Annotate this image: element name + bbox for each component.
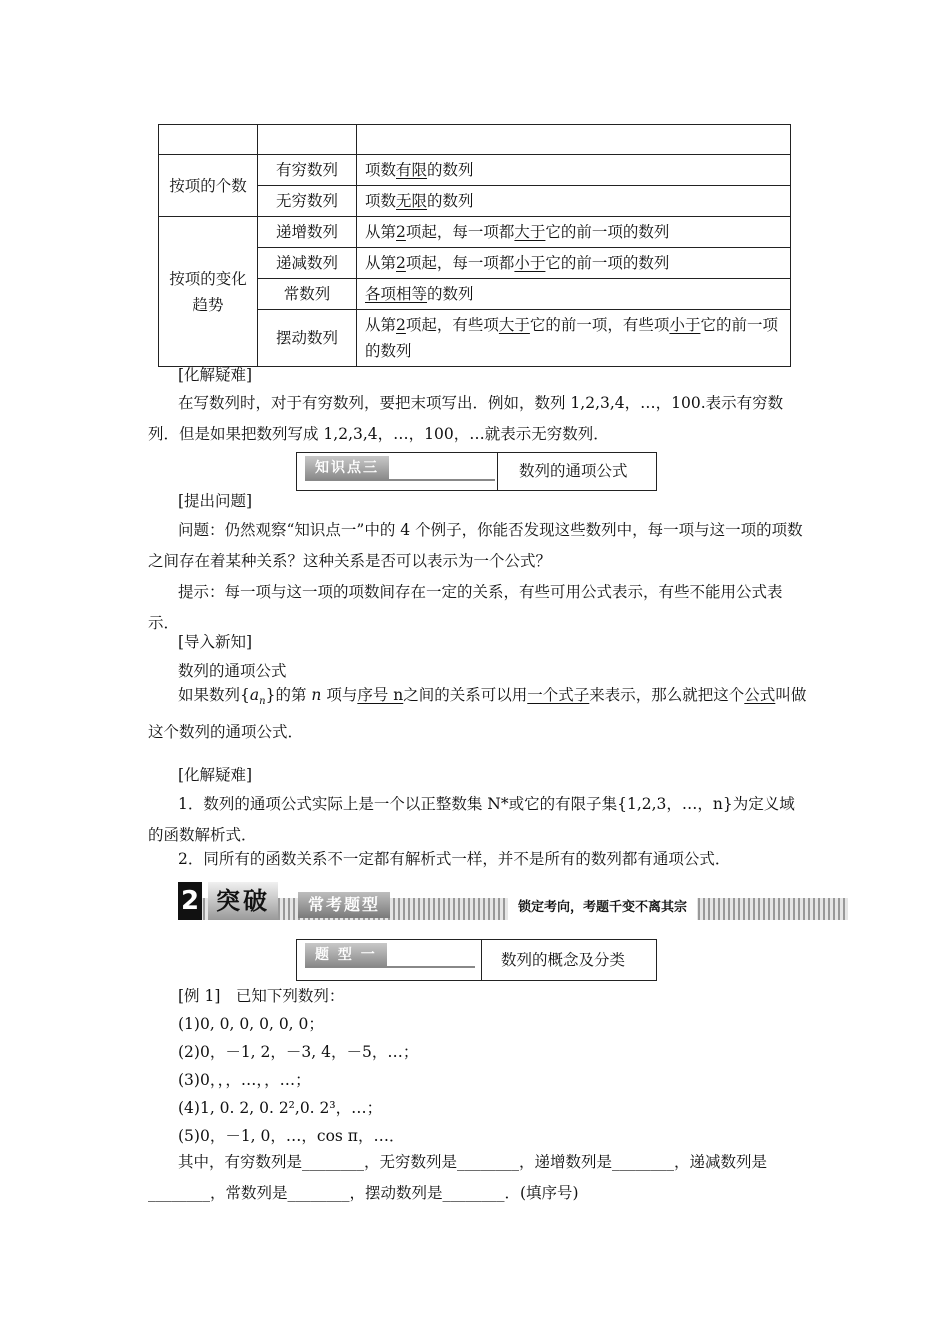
question-type-title: 数列的概念及分类 <box>501 951 626 969</box>
kind-oscillating: 摆动数列 <box>258 310 357 367</box>
example-item: (3)0，，，…，，…； <box>178 1071 311 1089</box>
group-by-count: 按项的个数 <box>159 155 258 217</box>
banner-title: 突破 <box>208 882 278 920</box>
question-type-tag: 题 型 一 <box>305 943 387 967</box>
desc-decreasing: 从第2项起，每一项都小于它的前一项的数列 <box>357 248 791 279</box>
kind-decreasing: 递减数列 <box>258 248 357 279</box>
paragraph: 在写数列时，对于有穷数列，要把末项写出．例如，数列 1,2,3,4，…，100.表示有穷数列．但是如果把数列写成 1,2,3,4，…，100，…就表示无穷数列． <box>148 394 784 443</box>
desc-constant: 各项相等的数列 <box>357 279 791 310</box>
group-by-trend: 按项的变化趋势 <box>159 217 258 367</box>
section-label: [导入新知] <box>178 633 253 651</box>
desc-finite: 项数有限的数列 <box>357 155 791 186</box>
kind-finite: 有穷数列 <box>258 155 357 186</box>
example-item: (4)1, 0. 2, 0. 2²,0. 2³，…； <box>178 1099 383 1117</box>
knowledge-point-tag: 知识点三 <box>305 456 389 480</box>
section-label: [化解疑难] <box>178 366 253 384</box>
kind-infinite: 无穷数列 <box>258 186 357 217</box>
question-type-box <box>296 939 657 981</box>
example-item: (5)0，－1, 0，…，cos π，…． <box>178 1127 405 1145</box>
hint-paragraph: 提示：每一项与这一项的项数间存在一定的关系，有些可用公式表示，有些不能用公式表示． <box>148 583 783 632</box>
example-item: (1)0, 0, 0, 0, 0, 0； <box>178 1015 324 1033</box>
box-divider <box>481 940 482 980</box>
table-cell <box>357 125 791 155</box>
knowledge-point-box <box>296 452 657 491</box>
tag-underline <box>305 966 475 968</box>
paragraph: 2．同所有的函数关系不一定都有解析式一样，并不是所有的数列都有通项公式． <box>178 850 731 868</box>
knowledge-point-title: 数列的通项公式 <box>519 462 628 480</box>
section-label: [提出问题] <box>178 492 253 510</box>
box-divider <box>497 453 498 490</box>
classification-table <box>158 124 791 367</box>
section-banner <box>178 880 848 926</box>
tag-underline <box>305 479 495 481</box>
desc-oscillating: 从第2项起，有些项大于它的前一项，有些项小于它的前一项的数列 <box>357 310 791 367</box>
example-question: 其中，有穷数列是________，无穷数列是________，递增数列是________，递减数列是________，常数列是________，摆动数列是________．(填序号) <box>148 1153 768 1202</box>
banner-subtitle: 常考题型 <box>298 892 390 918</box>
paragraph: 1．数列的通项公式实际上是一个以正整数集 N*或它的有限子集{1,2,3，…，n}为定义域的函数解析式． <box>148 795 795 844</box>
question-paragraph: 问题：仍然观察“知识点一”中的 4 个例子，你能否发现这些数列中，每一项与这一项的项数之间存在着某种关系？这种关系是否可以表示为一个公式？ <box>148 521 803 570</box>
section-label: [化解疑难] <box>178 766 253 784</box>
example-item: (2)0，－1, 2，－3, 4，－5，…； <box>178 1043 419 1061</box>
definition-paragraph: 如果数列$\{a_n\}$的第 n 项与序号 n之间的关系可以用一个式子来表示，那么就把这个公式叫做这个数列的通项公式． <box>148 686 807 742</box>
subheading: 数列的通项公式 <box>178 662 287 680</box>
banner-number: 2 <box>178 882 202 920</box>
desc-infinite: 项数无限的数列 <box>357 186 791 217</box>
table-cell <box>159 125 258 155</box>
kind-constant: 常数列 <box>258 279 357 310</box>
example-heading: [例 1] 已知下列数列： <box>178 987 345 1005</box>
desc-increasing: 从第2项起，每一项都大于它的前一项的数列 <box>357 217 791 248</box>
kind-increasing: 递增数列 <box>258 217 357 248</box>
table-cell <box>258 125 357 155</box>
banner-slogan: 锁定考向，考题千变不离其宗 <box>508 896 697 920</box>
